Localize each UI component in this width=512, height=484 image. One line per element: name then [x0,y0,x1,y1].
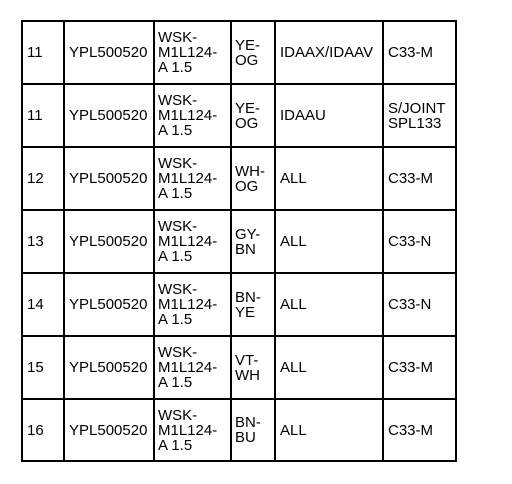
option-cell: IDAAU [275,84,383,147]
option-cell: ALL [275,210,383,273]
part-number-cell: YPL500520 [64,147,154,210]
part-number-cell: YPL500520 [64,336,154,399]
part-number-cell: YPL500520 [64,84,154,147]
wire-color-cell: BN- BU [231,399,275,461]
table-row [22,399,456,461]
destination-cell: C33-M [383,147,456,210]
wire-color-cell: BN- YE [231,273,275,336]
circuit-number-cell: 14 [22,273,64,336]
wire-spec-cell: WSK- M1L124- A 1.5 [154,336,231,399]
option-cell: ALL [275,147,383,210]
wire-spec-cell: WSK- M1L124- A 1.5 [154,399,231,461]
destination-cell: C33-M [383,21,456,84]
part-number-cell: YPL500520 [64,273,154,336]
wire-color-cell: YE- OG [231,21,275,84]
wire-color-cell: WH- OG [231,147,275,210]
destination-cell: C33-N [383,210,456,273]
destination-cell: C33-N [383,273,456,336]
circuit-number-cell: 12 [22,147,64,210]
wire-spec-cell: WSK- M1L124- A 1.5 [154,147,231,210]
part-number-cell: YPL500520 [64,210,154,273]
table-row [22,273,456,336]
table-row [22,21,456,84]
circuit-number-cell: 15 [22,336,64,399]
circuit-number-cell: 13 [22,210,64,273]
option-cell: ALL [275,399,383,461]
table-row [22,336,456,399]
option-cell: ALL [275,336,383,399]
wire-spec-cell: WSK- M1L124- A 1.5 [154,210,231,273]
destination-cell: S/JOINT SPL133 [383,84,456,147]
circuit-number-cell: 11 [22,21,64,84]
table-row [22,147,456,210]
table-row [22,84,456,147]
table-row [22,210,456,273]
wire-color-cell: YE- OG [231,84,275,147]
wire-spec-cell: WSK- M1L124- A 1.5 [154,84,231,147]
part-number-cell: YPL500520 [64,21,154,84]
wire-spec-cell: WSK- M1L124- A 1.5 [154,273,231,336]
circuit-number-cell: 16 [22,399,64,461]
circuit-number-cell: 11 [22,84,64,147]
wire-color-cell: GY- BN [231,210,275,273]
part-number-cell: YPL500520 [64,399,154,461]
option-cell: ALL [275,273,383,336]
option-cell: IDAAX/IDAAV [275,21,383,84]
destination-cell: C33-M [383,336,456,399]
destination-cell: C33-M [383,399,456,461]
wire-table [21,20,457,462]
wire-spec-cell: WSK- M1L124- A 1.5 [154,21,231,84]
wire-color-cell: VT- WH [231,336,275,399]
